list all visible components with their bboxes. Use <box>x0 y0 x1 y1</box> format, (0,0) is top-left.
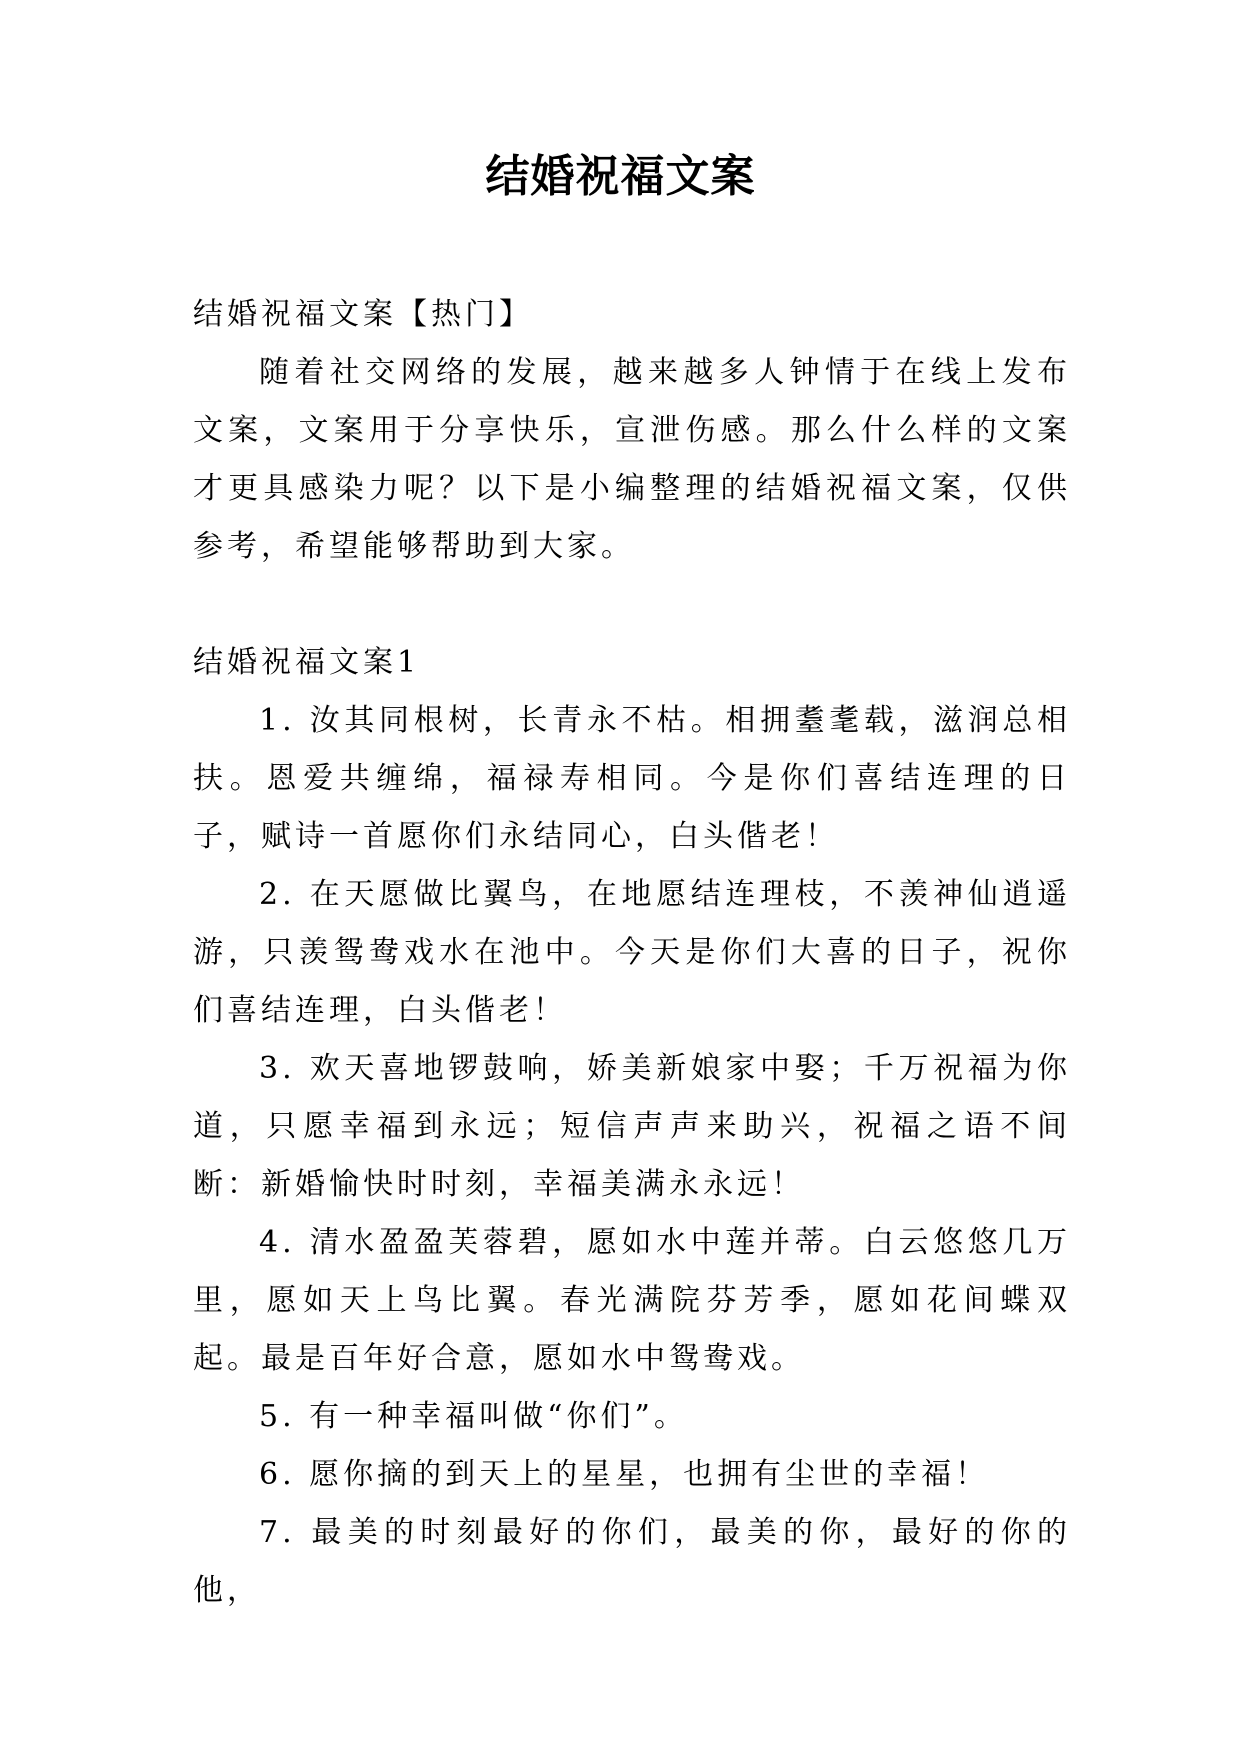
page-title: 结婚祝福文案 <box>485 151 756 202</box>
intro-paragraph: 随着社交网络的发展，越来越多人钟情于在线上发布文案，文案用于分享快乐，宣泄伤感。那么什么样的文案才更具感染力呢？以下是小编整理的结婚祝福文案，仅供参考，希望能够帮助到大家。 <box>193 355 1071 564</box>
list-item: 7. 最美的时刻最好的你们，最美的你，最好的你的他， <box>193 1515 1071 1608</box>
list-item: 6. 愿你摘的到天上的星星，也拥有尘世的幸福！ <box>259 1457 990 1492</box>
document-subtitle: 结婚祝福文案【热门】 <box>193 297 533 332</box>
list-item: 3. 欢天喜地锣鼓响，娇美新娘家中娶；千万祝福为你道，只愿幸福到永远；短信声声来助兴，祝福之语不间断：新婚愉快时时刻，幸福美满永永远！ <box>193 1051 1071 1202</box>
paragraph-spacer <box>193 576 1071 634</box>
section-heading: 结婚祝福文案1 <box>193 645 421 680</box>
list-item: 5. 有一种幸福叫做“你们”。 <box>259 1399 688 1434</box>
document-body <box>193 286 1071 1620</box>
list-item: 2. 在天愿做比翼鸟，在地愿结连理枝，不羡神仙逍遥游，只羡鸳鸯戏水在池中。今天是你们大喜的日子，祝你们喜结连理，白头偕老！ <box>193 877 1071 1028</box>
list-item: 4. 清水盈盈芙蓉碧，愿如水中莲并蒂。白云悠悠几万里，愿如天上鸟比翼。春光满院芬芳季，愿如花间蝶双起。最是百年好合意，愿如水中鸳鸯戏。 <box>193 1225 1071 1376</box>
list-item: 1. 汝其同根树，长青永不枯。相拥耋耄载，滋润总相扶。恩爱共缠绵，福禄寿相同。今是你们喜结连理的日子，赋诗一首愿你们永结同心，白头偕老！ <box>193 703 1071 854</box>
